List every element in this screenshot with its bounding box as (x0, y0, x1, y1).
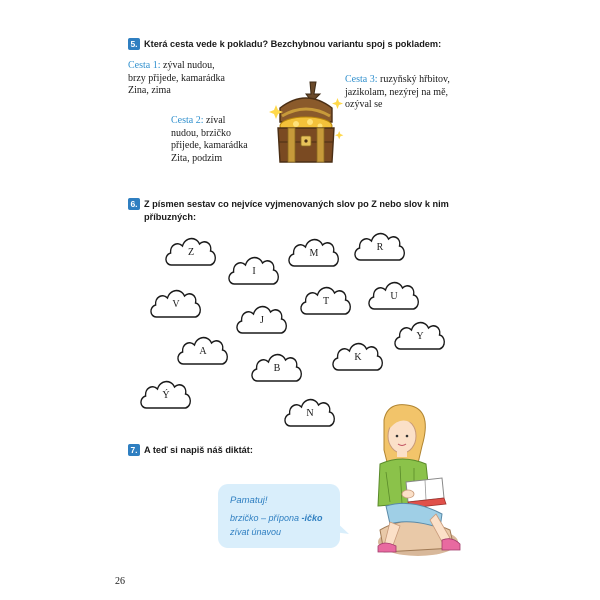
cloud-5 (148, 286, 204, 320)
cloud-13 (138, 377, 194, 411)
cloud-10 (175, 333, 231, 367)
path-2[interactable] (171, 115, 248, 165)
cloud-letter: Z (187, 247, 195, 258)
cloud-6 (234, 302, 290, 336)
cloud-letter: T (322, 296, 330, 307)
reminder-line-1-part-a: brzičko – přípona (230, 513, 300, 523)
cloud-letter: U (390, 291, 398, 302)
path-1-line-3: Zina, zima (128, 85, 171, 97)
cloud-9 (392, 318, 448, 352)
task5-heading (128, 38, 468, 51)
bubble-tail-icon (334, 520, 350, 536)
task5-number: 5. (128, 38, 140, 50)
cloud-letter: B (273, 363, 281, 374)
cloud-letter: R (376, 242, 384, 253)
path-3[interactable] (345, 74, 450, 112)
cloud-letter: Y (416, 331, 424, 342)
path-1-line-2: brzy přijede, kamarádka (128, 72, 225, 84)
cloud-letter: Ý (162, 390, 170, 401)
task7-instruction: A teď si napiš náš diktát: (144, 445, 253, 455)
path-3-title: Cesta 3: (345, 74, 378, 85)
cloud-letter: A (199, 346, 207, 357)
path-2-line-2: nudou, brzičko (171, 127, 231, 139)
path-1-line-1: zýval nudou, (160, 60, 215, 71)
cloud-2 (226, 253, 282, 287)
cloud-14 (282, 395, 338, 429)
reminder-title: Pamatuj! (230, 495, 268, 506)
cloud-4 (352, 229, 408, 263)
girl-reading-icon (350, 402, 470, 562)
cloud-7 (298, 283, 354, 317)
reminder-line-2: zívat únavou (230, 527, 282, 537)
task6-heading (128, 198, 468, 224)
reminder-line-1-part-b: -ičko (299, 513, 323, 523)
cloud-11 (249, 350, 305, 384)
reminder-bubble (218, 484, 340, 548)
task7-heading (128, 444, 253, 457)
cloud-letter: N (306, 408, 314, 419)
task6-instruction-line1: Z písmen sestav co nejvíce vyjmenovaných slov po Z nebo slov k nim (144, 199, 449, 209)
path-3-line-1: ruzyňský hřbitov, (377, 74, 450, 85)
cloud-letter: V (172, 299, 180, 310)
cloud-letter: M (309, 248, 319, 259)
cloud-letter: K (354, 352, 362, 363)
treasure-chest-icon[interactable] (266, 80, 346, 172)
cloud-1 (163, 234, 219, 268)
cloud-3 (286, 235, 342, 269)
path-2-line-4: Zita, podzim (171, 152, 223, 164)
task5-instruction: Která cesta vede k pokladu? Bezchybnou variantu spoj s pokladem: (144, 39, 442, 49)
path-2-line-3: přijede, kamarádka (171, 140, 248, 152)
cloud-letter: I (252, 266, 256, 277)
path-1-title: Cesta 1: (128, 60, 161, 71)
task6-number: 6. (128, 198, 140, 210)
reminder-line-1 (230, 513, 323, 523)
path-2-line-1: zíval (203, 115, 226, 126)
cloud-8 (366, 278, 422, 312)
task7-number: 7. (128, 444, 140, 456)
path-1[interactable] (128, 60, 225, 98)
task6-instruction-line2: příbuzných: (144, 212, 197, 222)
cloud-12 (330, 339, 386, 373)
path-3-line-2: jazikolam, nezýrej na mě, (345, 86, 449, 98)
path-3-line-3: ozýval se (345, 99, 383, 111)
cloud-letter: J (260, 315, 264, 326)
path-2-title: Cesta 2: (171, 115, 204, 126)
page-number: 26 (115, 576, 125, 587)
